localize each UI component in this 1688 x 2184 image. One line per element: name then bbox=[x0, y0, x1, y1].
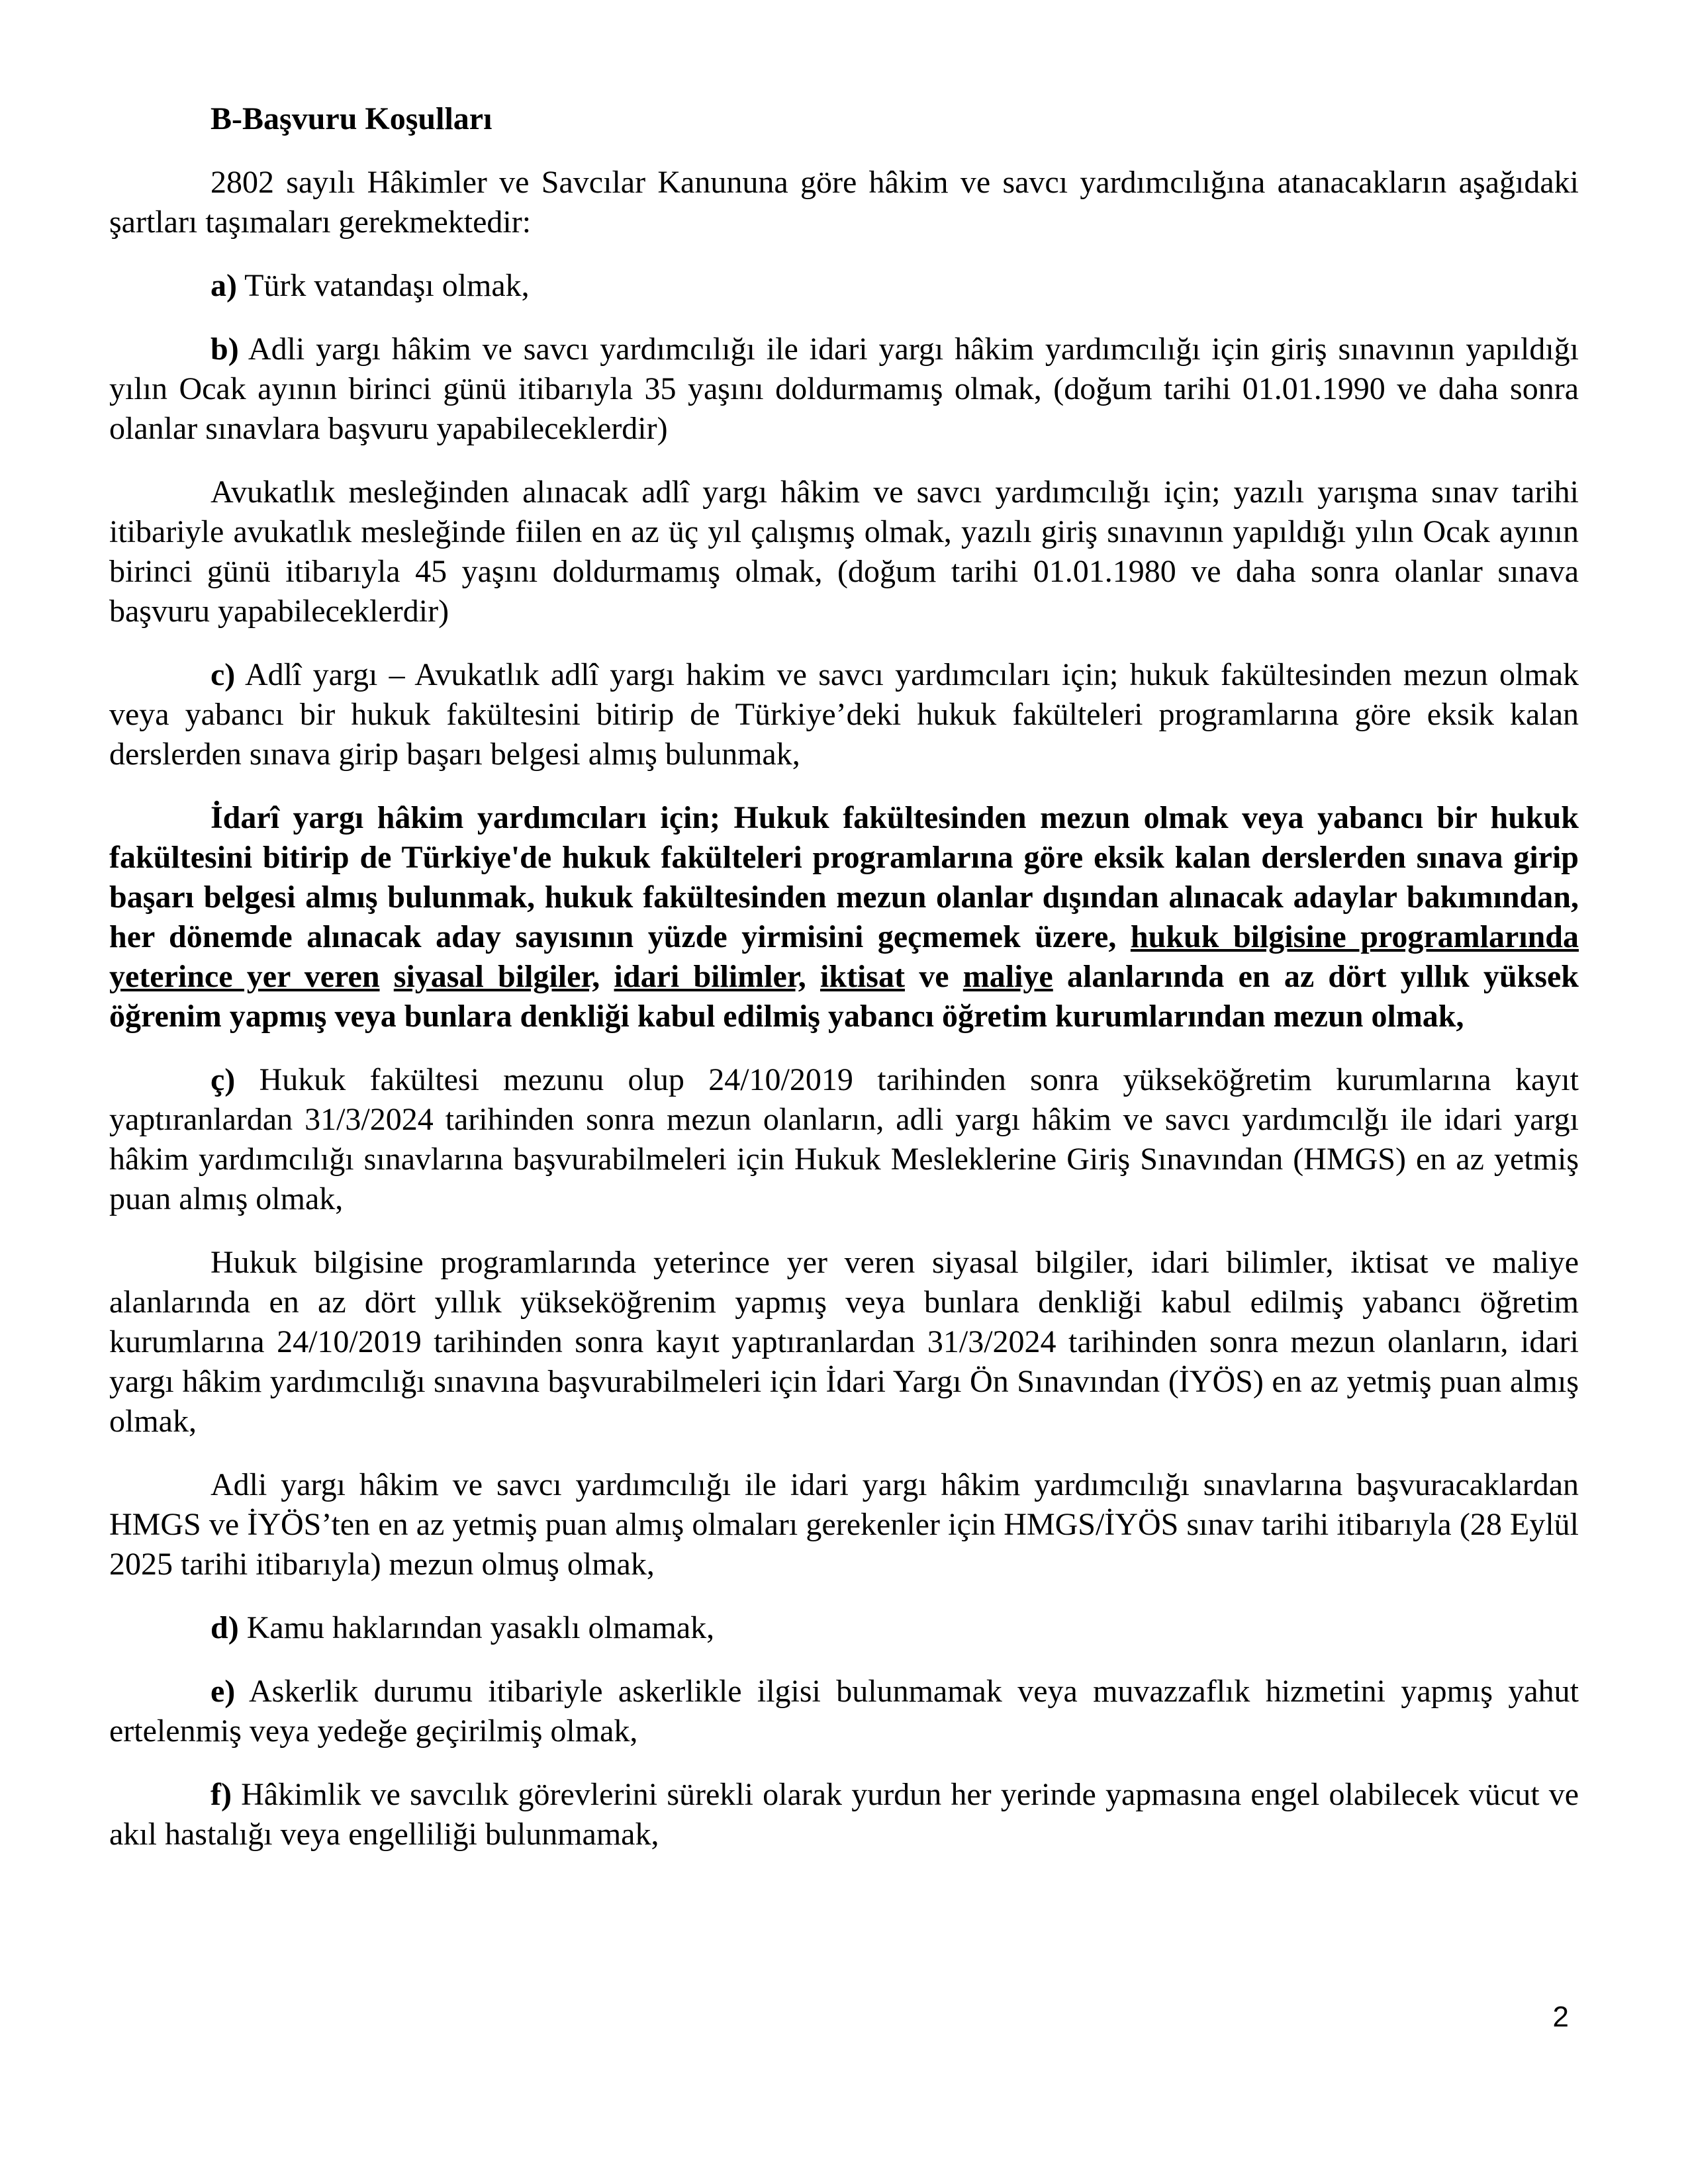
item-b-paragraph bbox=[109, 330, 1579, 449]
item-a-paragraph bbox=[109, 266, 1579, 306]
intro-paragraph: 2802 sayılı Hâkimler ve Savcılar Kanununa göre hâkim ve savcı yardımcılığına atanacakların aşağıdaki şartları taşımaları gerekmektedir: bbox=[109, 165, 1579, 240]
item-cc-text: Hukuk fakültesi mezunu olup 24/10/2019 tarihinden sonra yükseköğretim kurumlarına kayıt yaptıranlardan 31/3/2024 tarihinden sonra mezun olanların, adli yargı hâkim ve savcı yardımcılğı ile idari yargı hâkim yardımcılığı sınavlarına başvurabilmeleri için Hukuk Mesleklerine Giriş Sınavından (HMGS) en az yetmiş puan almış olmak, bbox=[109, 1062, 1579, 1216]
idari-yargi-paragraph bbox=[109, 798, 1579, 1036]
item-c-paragraph bbox=[109, 655, 1579, 774]
idari-sep-4: ve bbox=[904, 959, 963, 994]
item-f-paragraph bbox=[109, 1775, 1579, 1854]
idari-sep-1 bbox=[380, 959, 394, 994]
item-cc-paragraph bbox=[109, 1060, 1579, 1219]
item-e-paragraph bbox=[109, 1672, 1579, 1751]
idari-underline-3: idari bilimler, bbox=[614, 959, 806, 994]
item-c-label: c) bbox=[211, 657, 236, 692]
item-e-label: e) bbox=[211, 1674, 236, 1709]
item-f-text: Hâkimlik ve savcılık görevlerini sürekli olarak yurdun her yerinde yapmasına engel olabilecek vücut ve akıl hastalığı veya engelliliği bulunmamak, bbox=[109, 1777, 1579, 1852]
idari-underline-5: maliye bbox=[962, 959, 1053, 994]
item-cc-label: ç) bbox=[211, 1062, 236, 1097]
idari-underline-1: hukuk bilgisine programlarında yeterince yer veren bbox=[109, 919, 1579, 994]
hukuk-bilgisine-paragraph: Hukuk bilgisine programlarında yeterince yer veren siyasal bilgiler, idari bilimler, iktisat ve maliye alanlarında en az dört yıllık yükseköğrenim yapmış veya bunlara denkliği kabul edilmiş yabancı öğretim kurumlarına 24/10/2019 tarihinden sonra kayıt yaptıranlardan 31/3/2024 tarihinden sonra mezun olanların, idari yargı hâkim yardımcılığı sınavına başvurabilmeleri için İdari Yargı Ön Sınavından (İYÖS) en az yetmiş puan almış olmak, bbox=[109, 1245, 1579, 1439]
item-c-text: Adlî yargı – Avukatlık adlî yargı hakim ve savcı yardımcıları için; hukuk fakültesinden mezun olmak veya yabancı bir hukuk fakültesini bitirip de Türkiye’deki hukuk fakülteleri programlarına göre eksik kalan derslerden sınava girip başarı belgesi almış bulunmak, bbox=[109, 657, 1579, 772]
idari-underline-4: iktisat bbox=[820, 959, 905, 994]
item-b-label: b) bbox=[211, 332, 239, 367]
item-d-text: Kamu haklarından yasaklı olmamak, bbox=[238, 1610, 715, 1645]
item-a-label: a) bbox=[211, 268, 237, 303]
item-d-paragraph bbox=[109, 1608, 1579, 1648]
idari-sep-2 bbox=[600, 959, 614, 994]
avukatlik-paragraph: Avukatlık mesleğinden alınacak adlî yargı hâkim ve savcı yardımcılığı için; yazılı yarışma sınav tarihi itibariyle avukatlık mesleğinde fiilen en az üç yıl çalışmış olmak, yazılı giriş sınavının yapıldığı yılın Ocak ayının birinci günü itibarıyla 45 yaşını doldurmamış olmak, (doğum tarihi 01.01.1980 ve daha sonra olanlar sınava başvuru yapabileceklerdir) bbox=[109, 475, 1579, 629]
page-number: 2 bbox=[1552, 2001, 1569, 2033]
item-b-text: Adli yargı hâkim ve savcı yardımcılığı ile idari yargı hâkim yardımcılığı için giriş sınavının yapıldığı yılın Ocak ayının birinci günü itibarıyla 35 yaşını doldurmamış olmak, (doğum tarihi 01.01.1990 ve daha sonra olanlar sınavlara başvuru yapabileceklerdir) bbox=[109, 332, 1579, 446]
idari-underline-2: siyasal bilgiler, bbox=[393, 959, 600, 994]
item-a-text: Türk vatandaşı olmak, bbox=[236, 268, 530, 303]
document-page-content bbox=[109, 99, 1579, 1878]
item-d-label: d) bbox=[211, 1610, 239, 1645]
section-heading: B-Başvuru Koşulları bbox=[211, 101, 492, 136]
idari-run-2: alanlarında en az dört yıllık yüksek öğrenim yapmış veya bunlara denkliği kabul edilmiş yabancı öğretim kurumlarından mezun olmak, bbox=[109, 959, 1579, 1034]
item-f-label: f) bbox=[211, 1777, 232, 1812]
idari-run-1: İdarî yargı hâkim yardımcıları için; Hukuk fakültesinden mezun olmak veya yabancı bir hukuk fakültesini bitirip de Türkiye'de hukuk fakülteleri programlarına göre eksik kalan derslerden sınava girip başarı belgesi almış bulunmak, hukuk fakültesinden mezun olanlar dışından alınacak adaylar bakımından, her dönemde alınacak aday sayısının yüzde yirmisini geçmemek üzere, bbox=[109, 800, 1579, 954]
hmgs-iyos-paragraph: Adli yargı hâkim ve savcı yardımcılığı ile idari yargı hâkim yardımcılığı sınavlarına başvuracaklardan HMGS ve İYÖS’ten en az yetmiş puan almış olmaları gerekenler için HMGS/İYÖS sınav tarihi itibarıyla (28 Eylül 2025 tarihi itibarıyla) mezun olmuş olmak, bbox=[109, 1467, 1579, 1582]
item-e-text: Askerlik durumu itibariyle askerlikle ilgisi bulunmamak veya muvazzaflık hizmetini yapmış yahut ertelenmiş veya yedeğe geçirilmiş olmak, bbox=[109, 1674, 1579, 1749]
idari-sep-3 bbox=[806, 959, 820, 994]
